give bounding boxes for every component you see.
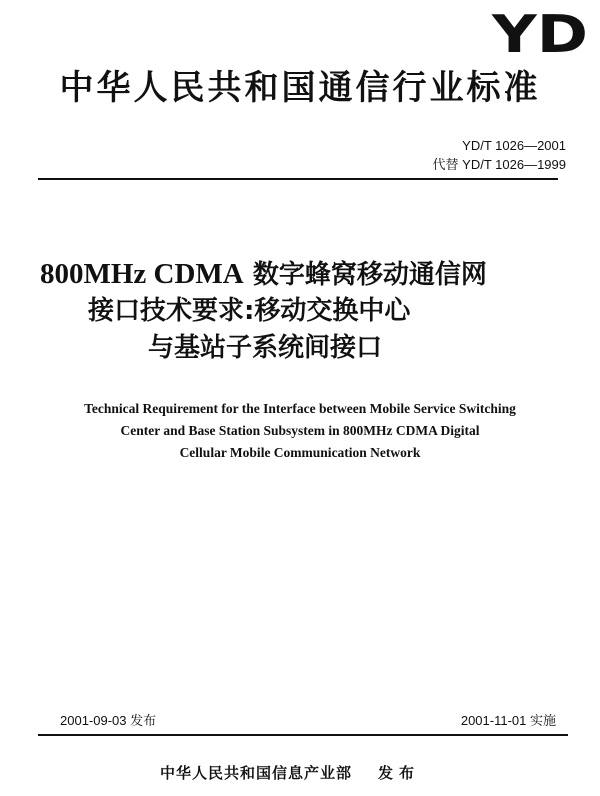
replaces-standard: 代替 YD/T 1026—1999 [432, 157, 566, 172]
issuer [160, 762, 420, 783]
yd-logo [438, 6, 588, 56]
standard-number-block [433, 136, 566, 174]
issue-date: 2001-09-03 发布 [60, 713, 157, 728]
issuer-action: 发布 [378, 764, 421, 782]
footer-divider [38, 734, 568, 736]
english-title-line-1: Technical Requirement for the Interface between Mobile Service Switching [84, 401, 516, 416]
yd-logo-text: YD [490, 6, 588, 56]
chinese-title-line-2: 接口技术要求:移动交换中心 [88, 296, 411, 326]
chinese-title-line-3: 与基站子系统间接口 [148, 333, 383, 363]
header-divider [38, 178, 558, 180]
chinese-title-line-1 [40, 256, 487, 293]
chinese-title-line-1-cjk: 数字蜂窝移动通信网 [252, 260, 487, 290]
english-title [0, 398, 600, 464]
effective-date: 2001-11-01 实施 [460, 713, 556, 728]
english-title-line-3: Cellular Mobile Communication Network [179, 445, 421, 460]
standard-number: YD/T 1026—2001 [462, 138, 566, 153]
issuer-name: 中华人民共和国信息产业部 [160, 764, 353, 782]
standard-category-title: 中华人民共和国通信行业标准 [59, 68, 541, 108]
english-title-line-2: Center and Base Station Subsystem in 800MHz CDMA Digital [120, 423, 480, 438]
chinese-title-line-1-latin: 800MHz CDMA [40, 258, 244, 290]
